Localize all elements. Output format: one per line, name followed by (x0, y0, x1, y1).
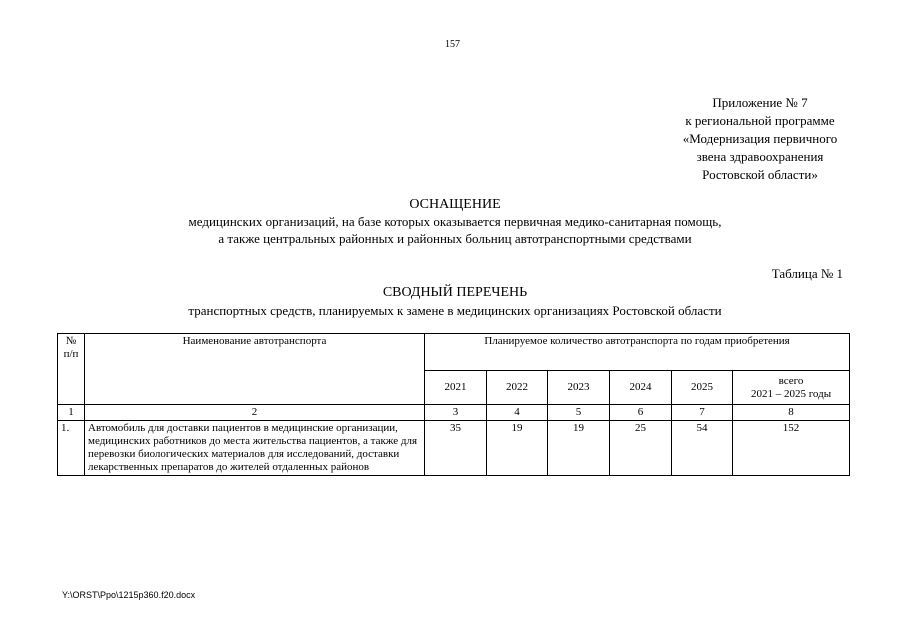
table-title (60, 284, 850, 320)
row-value-2023: 19 (548, 421, 610, 476)
column-number: 5 (548, 405, 610, 421)
row-value-2022: 19 (487, 421, 548, 476)
column-number: 6 (610, 405, 672, 421)
header-year-2021: 2021 (425, 371, 487, 405)
header-num: № п/п (58, 334, 85, 405)
appendix-line: к региональной программе (685, 113, 835, 128)
column-number: 3 (425, 405, 487, 421)
row-value-2024: 25 (610, 421, 672, 476)
page-number: 157 (445, 39, 460, 50)
row-name: Автомобиль для доставки пациентов в медицинские организации, медицинских работников до места жительства пациентов, а также для перевозки биологических материалов для исследований, доставки лекарственных препаратов до жителей отдаленных районов (85, 421, 425, 476)
header-total: всего 2021 – 2025 годы (733, 371, 850, 405)
title-line-1: медицинских организаций, на базе которых оказывается первичная медико-санитарная помощь, (188, 214, 722, 229)
subtitle-line-1: транспортных средств, планируемых к замене в медицинских организациях Ростовской области (188, 303, 722, 318)
row-total: 152 (733, 421, 850, 476)
header-year-2025: 2025 (672, 371, 733, 405)
column-number: 1 (58, 405, 85, 421)
column-number: 2 (85, 405, 425, 421)
header-name: Наименование автотранспорта (85, 334, 425, 405)
row-value-2021: 35 (425, 421, 487, 476)
row-num: 1. (58, 421, 85, 476)
title-line-2: а также центральных районных и районных больниц автотранспортными средствами (218, 231, 692, 246)
appendix-line: Приложение № 7 (712, 95, 808, 110)
column-number: 8 (733, 405, 850, 421)
title-heading: ОСНАЩЕНИЕ (409, 197, 501, 212)
column-number: 4 (487, 405, 548, 421)
header-planned: Планируемое количество автотранспорта по годам приобретения (425, 334, 850, 371)
column-number-row (58, 405, 850, 421)
header-year-2022: 2022 (487, 371, 548, 405)
appendix-line: звена здравоохранения (696, 149, 824, 164)
header-year-2024: 2024 (610, 371, 672, 405)
table-caption: Таблица № 1 (771, 266, 843, 281)
appendix-line: Ростовской области» (702, 167, 818, 182)
column-number: 7 (672, 405, 733, 421)
appendix-block (640, 94, 880, 184)
row-value-2025: 54 (672, 421, 733, 476)
table-row (58, 421, 850, 476)
file-path-footer: Y:\ORST\Ppo\1215p360.f20.docx (62, 590, 196, 600)
appendix-line: «Модернизация первичного (682, 131, 838, 146)
subtitle-heading: СВОДНЫЙ ПЕРЕЧЕНЬ (382, 285, 528, 300)
document-title (60, 196, 850, 247)
header-year-2023: 2023 (548, 371, 610, 405)
vehicle-table (57, 333, 850, 476)
